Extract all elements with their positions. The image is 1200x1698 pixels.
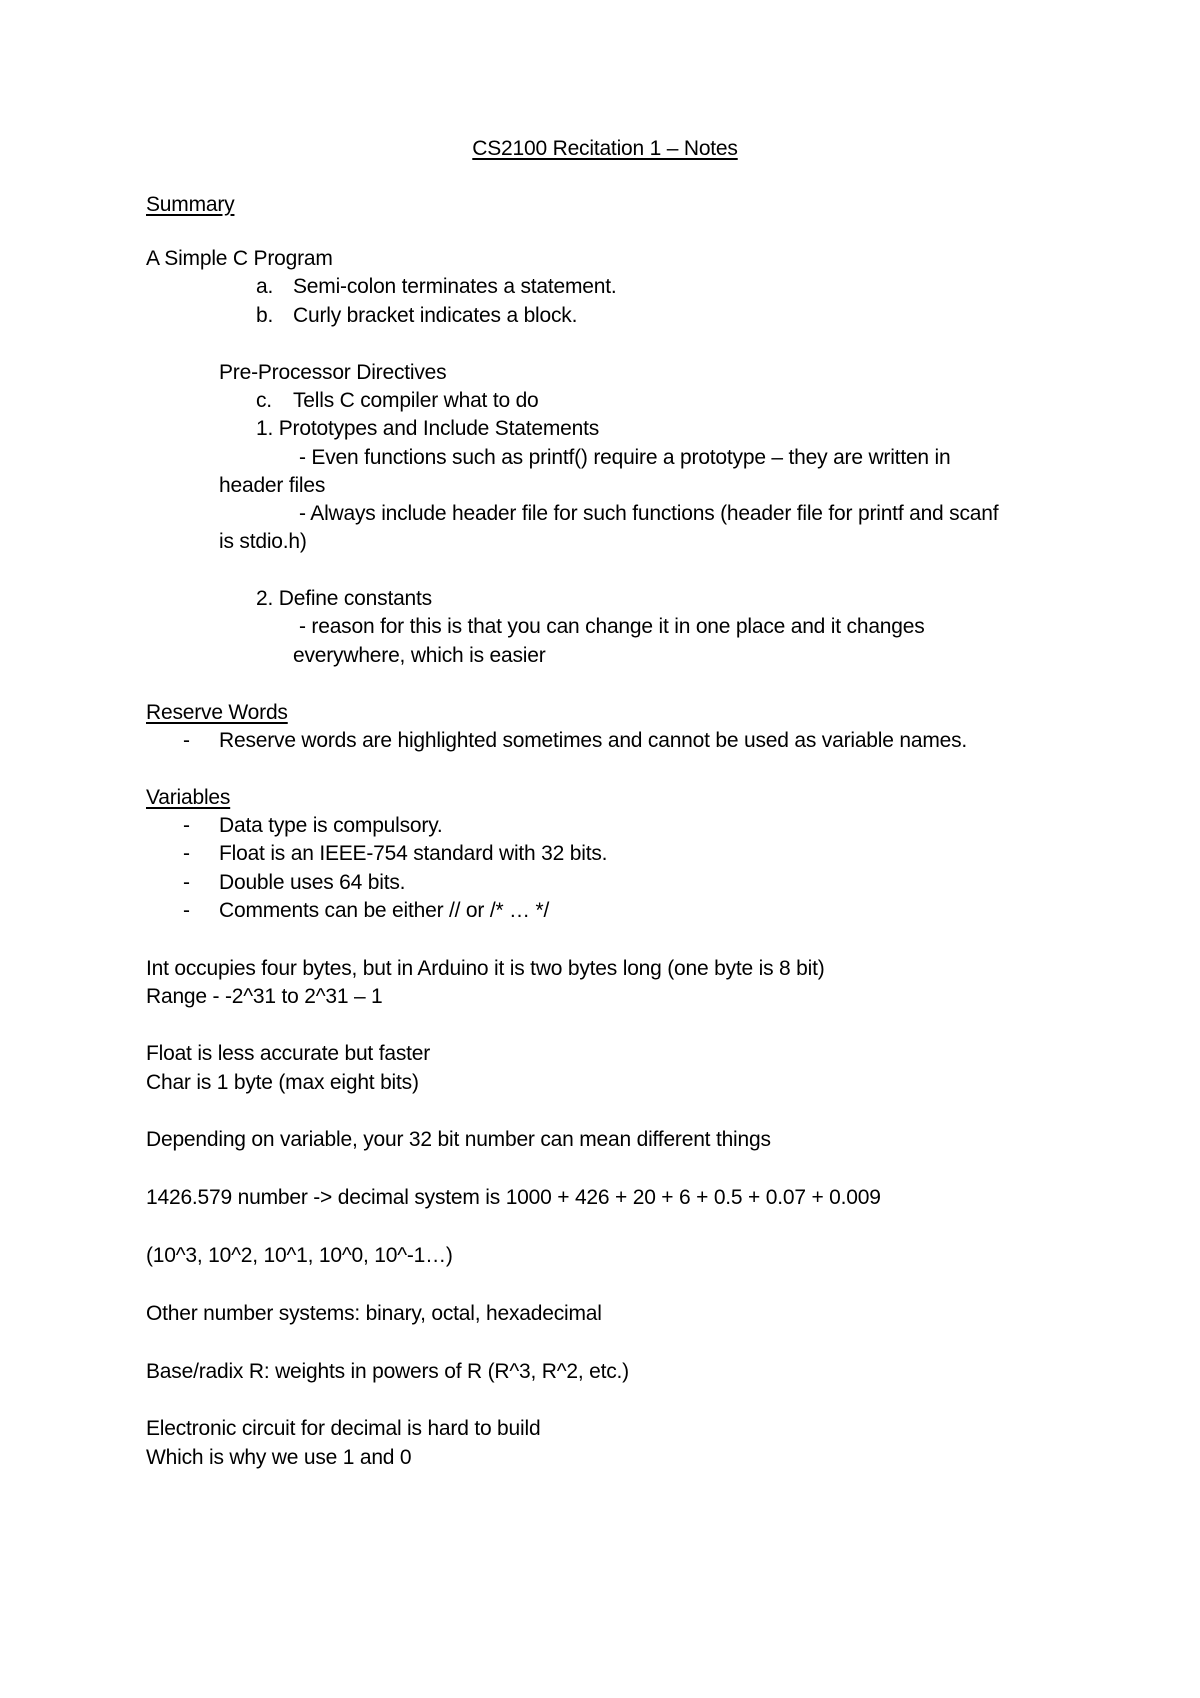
note-line: everywhere, which is easier [293, 644, 546, 667]
list-marker: b. [256, 304, 274, 327]
body-line: Depending on variable, your 32 bit number can mean different things [146, 1128, 771, 1151]
list-item: Tells C compiler what to do [293, 389, 539, 412]
body-line: Base/radix R: weights in powers of R (R^3, R^2, etc.) [146, 1360, 629, 1383]
body-line: Electronic circuit for decimal is hard to build [146, 1417, 541, 1440]
bullet-item: Data type is compulsory. [219, 814, 443, 837]
note-line: header files [219, 474, 326, 497]
note-line: - Always include header file for such functions (header file for printf and scanf [299, 502, 999, 525]
numbered-item: 1. Prototypes and Include Statements [256, 417, 600, 440]
body-line: Int occupies four bytes, but in Arduino it is two bytes long (one byte is 8 bit) [146, 957, 825, 980]
summary-heading: Summary [146, 193, 235, 216]
list-item: Semi-colon terminates a statement. [293, 275, 617, 298]
simple-c-heading: A Simple C Program [146, 247, 333, 270]
body-line: (10^3, 10^2, 10^1, 10^0, 10^-1…) [146, 1244, 453, 1267]
body-line: Which is why we use 1 and 0 [146, 1446, 412, 1469]
body-line: Range - -2^31 to 2^31 – 1 [146, 985, 383, 1008]
preprocessor-heading: Pre-Processor Directives [219, 361, 447, 384]
bullet-marker: - [183, 842, 190, 865]
list-marker: c. [256, 389, 272, 412]
reserve-words-heading: Reserve Words [146, 701, 288, 724]
body-line: Char is 1 byte (max eight bits) [146, 1071, 419, 1094]
note-line: is stdio.h) [219, 530, 307, 553]
bullet-item: Double uses 64 bits. [219, 871, 406, 894]
bullet-marker: - [183, 899, 190, 922]
body-line: Other number systems: binary, octal, hexadecimal [146, 1302, 602, 1325]
bullet-item: Comments can be either // or /* … */ [219, 899, 550, 922]
numbered-item: 2. Define constants [256, 587, 432, 610]
list-marker: a. [256, 275, 274, 298]
page-title: CS2100 Recitation 1 – Notes [472, 137, 738, 160]
bullet-marker: - [183, 814, 190, 837]
list-item: Curly bracket indicates a block. [293, 304, 578, 327]
bullet-item: Reserve words are highlighted sometimes and cannot be used as variable names. [219, 729, 968, 752]
body-line: Float is less accurate but faster [146, 1042, 431, 1065]
body-line: 1426.579 number -> decimal system is 1000 + 426 + 20 + 6 + 0.5 + 0.07 + 0.009 [146, 1186, 881, 1209]
note-line: - Even functions such as printf() require a prototype – they are written in [299, 446, 951, 469]
variables-heading: Variables [146, 786, 231, 809]
note-line: - reason for this is that you can change it in one place and it changes [299, 615, 925, 638]
bullet-marker: - [183, 871, 190, 894]
bullet-marker: - [183, 729, 190, 752]
bullet-item: Float is an IEEE-754 standard with 32 bits. [219, 842, 608, 865]
